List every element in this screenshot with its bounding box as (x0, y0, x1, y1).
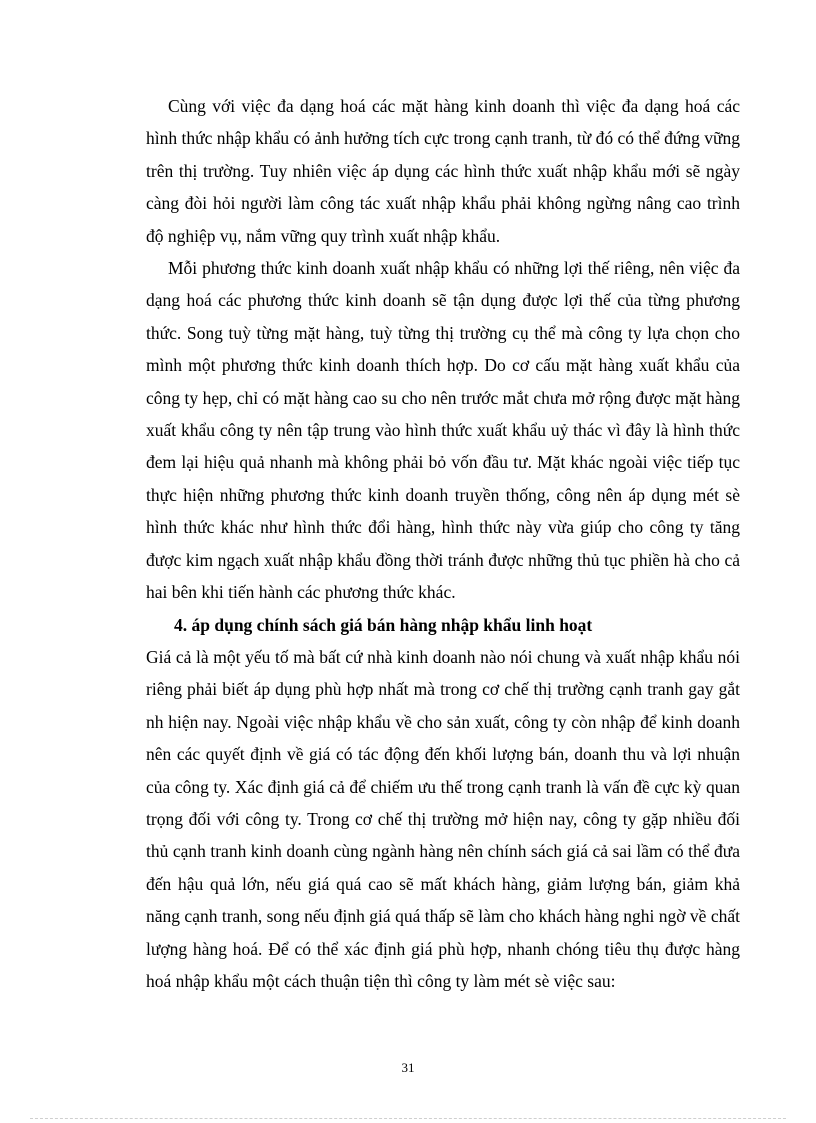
paragraph-diversification-methods: Cùng với việc đa dạng hoá các mặt hàng kinh doanh thì việc đa dạng hoá các hình thức nhập khẩu có ảnh hưởng tích cực trong cạnh tranh, từ đó có thể đứng vững trên thị trường. Tuy nhiên việc áp dụng các hình thức xuất nhập khẩu mới sẽ ngày càng đòi hỏi người làm công tác xuất nhập khẩu phải không ngừng nâng cao trình độ nghiệp vụ, nắm vững quy trình xuất nhập khẩu. (146, 96, 740, 246)
paragraph-pricing-policy: Giá cả là một yếu tố mà bất cứ nhà kinh doanh nào nói chung và xuất nhập khẩu nói riêng phải biết áp dụng phù hợp nhất mà trong cơ chế thị trường cạnh tranh gay gắt nh hiện nay. Ngoài việc nhập khẩu về cho sản xuất, công ty còn nhập để kinh doanh nên các quyết định về giá có tác động đến khối lượng bán, doanh thu và lợi nhuận của công ty. Xác định giá cả để chiếm ưu thế trong cạnh tranh là vấn đề cực kỳ quan trọng đối với công ty. Trong cơ chế thị trường mở hiện nay, công ty gặp nhiều đối thủ cạnh tranh kinh doanh cùng ngành hàng nên chính sách giá cả sai lầm có thể đưa đến hậu quả lớn, nếu giá quá cao sẽ mất khách hàng, giảm lượng bán, giảm khả năng cạnh tranh, song nếu định giá quá thấp sẽ làm cho khách hàng nghi ngờ về chất lượng hàng hoá. Để có thể xác định giá phù hợp, nhanh chóng tiêu thụ được hàng hoá nhập khẩu một cách thuận tiện thì công ty làm mét sè việc sau: (146, 646, 740, 991)
section-heading: 4. áp dụng chính sách giá bán hàng nhập khẩu linh hoạt (174, 614, 593, 635)
page-number: 31 (401, 1060, 415, 1075)
paragraph-business-methods: Mỗi phương thức kinh doanh xuất nhập khẩu có những lợi thế riêng, nên việc đa dạng hoá các phương thức kinh doanh sẽ tận dụng được lợi thế của từng phương thức. Song tuỳ từng mặt hàng, tuỳ từng thị trường cụ thể mà công ty lựa chọn cho mình một phương thức kinh doanh thích hợp. Do cơ cấu mặt hàng xuất khẩu của công ty hẹp, chỉ có mặt hàng cao su cho nên trước mắt chưa mở rộng được mặt hàng xuất khẩu công ty nên tập trung vào hình thức xuất khẩu uỷ thác vì đây là hình thức đem lại hiệu quả nhanh mà không phải bỏ vốn đầu tư. Mặt khác ngoài việc tiếp tục thực hiện những phương thức kinh doanh truyền thống, công nên áp dụng mét sè hình thức khác như hình thức đổi hàng, hình thức này vừa giúp cho công ty tăng được kim ngạch xuất nhập khẩu đồng thời tránh được những thủ tục phiền hà cho cả hai bên khi tiến hành các phương thức khác. (146, 258, 740, 603)
body-text (146, 90, 740, 997)
page-bottom-divider (30, 1118, 786, 1119)
